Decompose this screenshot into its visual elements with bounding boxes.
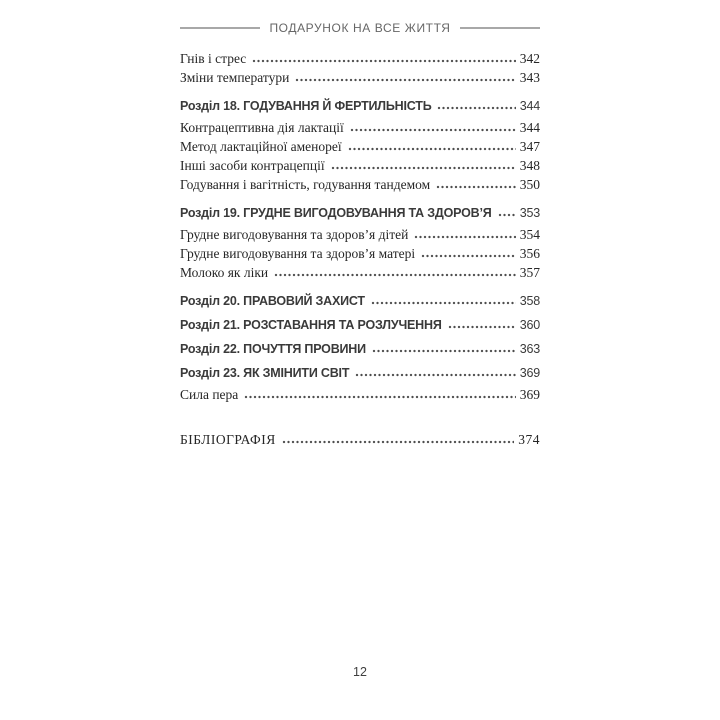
- toc-row-section: [180, 244, 540, 263]
- dot-leader: [437, 106, 515, 110]
- dot-leader: [371, 301, 516, 305]
- toc-title: Розділ 20. ПРАВОВИЙ ЗАХИСТ: [180, 294, 365, 308]
- toc-row-bibliography: [180, 430, 540, 449]
- dot-leader: [331, 166, 516, 170]
- toc-title: Молоко як ліки: [180, 265, 269, 280]
- toc-title: Розділ 18. ГОДУВАННЯ Й ФЕРТИЛЬНІСТЬ: [180, 99, 432, 113]
- toc-page-number: 350: [519, 177, 540, 192]
- toc-page-number: 354: [519, 227, 540, 242]
- header-rule-right: [460, 27, 540, 29]
- toc-page-number: 342: [519, 51, 540, 66]
- toc-row-section: [180, 263, 540, 282]
- toc-row-chapter: [180, 337, 540, 361]
- toc-page-number: 360: [519, 318, 540, 332]
- toc-row-chapter: [180, 361, 540, 385]
- page-number: 12: [353, 665, 367, 679]
- running-header-title: ПОДАРУНОК НА ВСЕ ЖИТТЯ: [269, 21, 451, 35]
- dot-leader: [350, 128, 516, 132]
- toc-page-number: 356: [519, 246, 540, 261]
- toc-page-number: 363: [519, 342, 540, 356]
- header-rule-left: [180, 27, 260, 29]
- toc-title: Інші засоби контрацепції: [180, 158, 325, 173]
- dot-leader: [421, 254, 516, 258]
- toc-row-chapter: [180, 289, 540, 313]
- dot-leader: [252, 59, 515, 63]
- toc-page-number: 353: [519, 206, 540, 220]
- table-of-contents: [180, 49, 540, 449]
- toc-page-number: 357: [519, 265, 540, 280]
- toc-row-section: [180, 49, 540, 68]
- toc-title: Контрацептивна дія лактації: [180, 120, 344, 135]
- book-page: [180, 0, 540, 720]
- toc-title: Розділ 21. РОЗСТАВАННЯ ТА РОЗЛУЧЕННЯ: [180, 318, 442, 332]
- dot-leader: [355, 373, 515, 377]
- toc-title: БІБЛІОГРАФІЯ: [180, 432, 276, 447]
- dot-leader: [436, 185, 516, 189]
- dot-leader: [414, 235, 515, 239]
- toc-row-section: [180, 137, 540, 156]
- toc-title: Розділ 19. ГРУДНЕ ВИГОДОВУВАННЯ ТА ЗДОРОВ’Я: [180, 206, 492, 220]
- toc-page-number: 343: [519, 70, 540, 85]
- toc-row-section: [180, 68, 540, 87]
- dot-leader: [282, 440, 515, 444]
- toc-title: Зміни температури: [180, 70, 290, 85]
- dot-leader: [295, 78, 515, 82]
- toc-title: Грудне вигодовування та здоров’я матері: [180, 246, 416, 261]
- toc-page-number: 358: [519, 294, 540, 308]
- toc-row-section: [180, 175, 540, 194]
- toc-row-section: [180, 156, 540, 175]
- dot-leader: [244, 395, 515, 399]
- toc-page-number: 344: [519, 99, 540, 113]
- running-header: [180, 20, 540, 36]
- toc-title: Розділ 23. ЯК ЗМІНИТИ СВІТ: [180, 366, 350, 380]
- dot-leader: [498, 213, 516, 217]
- dot-leader: [448, 325, 516, 329]
- toc-title: Сила пера: [180, 387, 239, 402]
- toc-page-number: 369: [519, 366, 540, 380]
- toc-row-section: [180, 118, 540, 137]
- dot-leader: [348, 147, 516, 151]
- toc-title: Метод лактаційної аменореї: [180, 139, 342, 154]
- toc-row-chapter: [180, 94, 540, 118]
- toc-row-chapter: [180, 201, 540, 225]
- toc-row-section: [180, 225, 540, 244]
- toc-title: Розділ 22. ПОЧУТТЯ ПРОВИНИ: [180, 342, 366, 356]
- toc-title: Годування і вагітність, годування тандемом: [180, 177, 431, 192]
- toc-page-number: 369: [519, 387, 540, 402]
- dot-leader: [274, 273, 516, 277]
- toc-title: Грудне вигодовування та здоров’я дітей: [180, 227, 409, 242]
- toc-page-number: 348: [519, 158, 540, 173]
- toc-row-chapter: [180, 313, 540, 337]
- toc-row-section: [180, 385, 540, 404]
- toc-title: Гнів і стрес: [180, 51, 247, 66]
- toc-page-number: 344: [519, 120, 540, 135]
- toc-page-number: 374: [518, 432, 540, 447]
- dot-leader: [372, 349, 516, 353]
- toc-page-number: 347: [519, 139, 540, 154]
